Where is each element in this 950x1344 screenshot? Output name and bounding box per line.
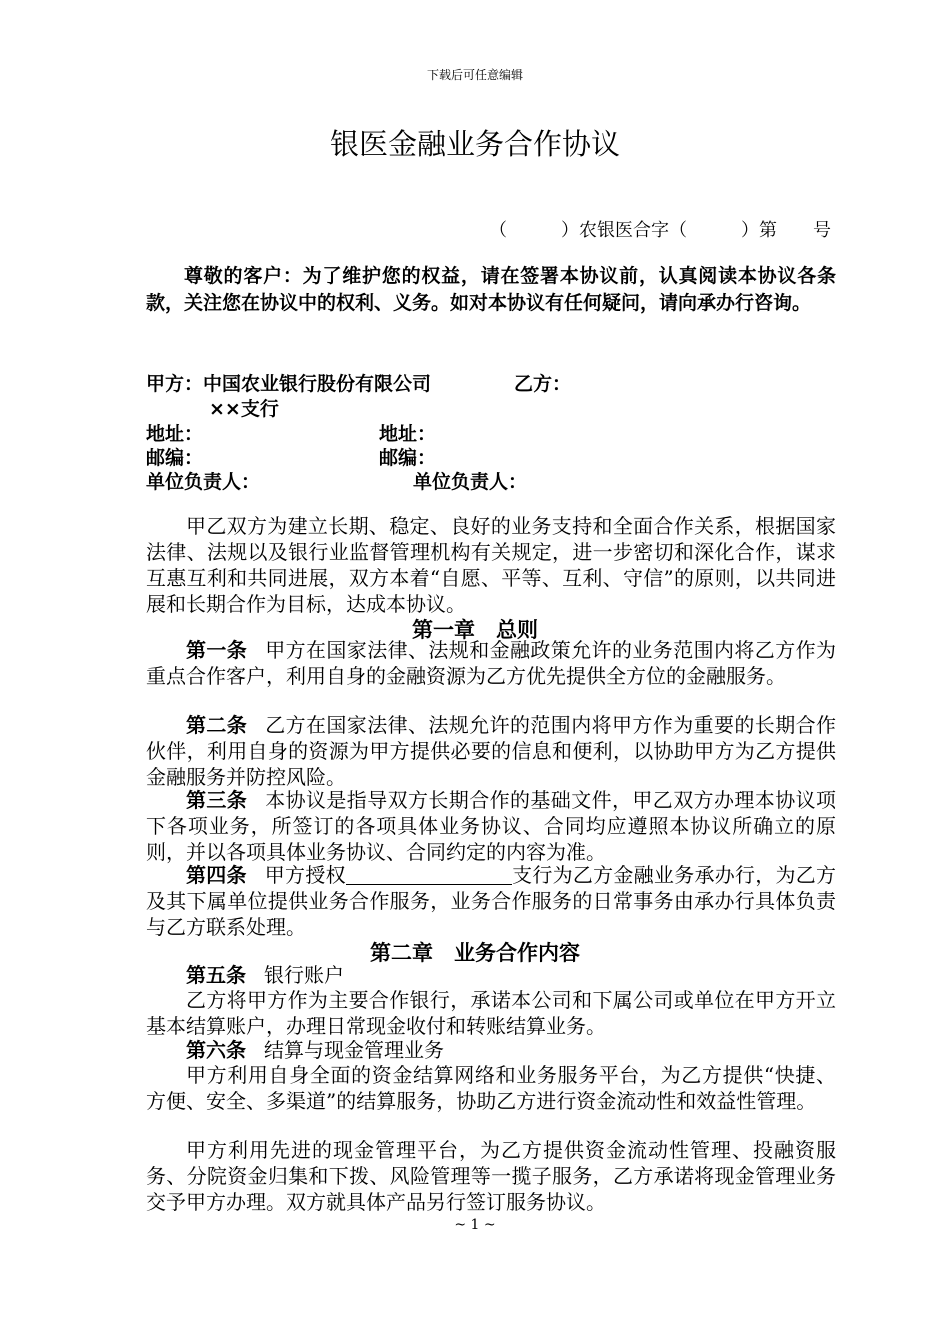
document-title: 银医金融业务合作协议	[329, 127, 620, 161]
page-number: ~ 1 ~	[454, 1217, 496, 1233]
article-5-label: 第五条	[186, 963, 246, 987]
article-2-text: 乙方在国家法律、法规允许的范围内将甲方作为重要的长期合作伙伴，利用自身的资源为甲方提供必要的信息和便利，以协助甲方为乙方提供金融服务并防控风险。	[146, 713, 837, 789]
article-5-heading	[146, 962, 836, 988]
article-3	[146, 787, 836, 865]
article-6-title: 结算与现金管理业务	[264, 1038, 444, 1062]
article-4	[146, 862, 836, 940]
party-b-postcode: 邮编：	[379, 447, 437, 469]
article-1	[146, 637, 836, 689]
customer-notice: 尊敬的客户：为了维护您的权益，请在签署本协议前，认真阅读本协议各条款，关注您在协议中的权利、义务。如对本协议有任何疑问，请向承办行咨询。	[146, 265, 836, 314]
article-6-paragraph-2: 甲方利用先进的现金管理平台，为乙方提供资金流动性管理、投融资服务、分院资金归集和下拨、风险管理等一揽子服务，乙方承诺将现金管理业务交予甲方办理。双方就具体产品另行签订服务协议。	[146, 1138, 836, 1214]
article-6-label: 第六条	[186, 1038, 246, 1062]
article-4-text-after: 支行为乙方金融业务承办行，为乙方及其下属单位提供业务合作服务，业务合作服务的日常事务由承办行具体负责与乙方联系处理。	[146, 863, 837, 939]
chapter-2-heading: 第二章 业务合作内容	[370, 941, 580, 965]
article-5-title: 银行账户	[264, 963, 344, 987]
header-note: 下载后可任意编辑	[426, 68, 523, 82]
article-2	[146, 712, 836, 790]
party-b-label: 乙方：	[514, 373, 572, 395]
article-4-text-before: 甲方授权	[264, 863, 346, 887]
party-a-principal: 单位负责人：	[146, 471, 261, 493]
party-a-name: 中国农业银行股份有限公司	[203, 373, 432, 395]
party-a-label: 甲方：	[146, 373, 204, 395]
article-2-label: 第二条	[186, 713, 248, 737]
branch-name-blank	[346, 864, 512, 885]
article-4-label: 第四条	[186, 863, 247, 887]
document-number: （ ）农银医合字（ ）第 号	[489, 220, 831, 241]
article-6-paragraph-1: 甲方利用自身全面的资金结算网络和业务服务平台，为乙方提供“快捷、方便、安全、多渠道”的结算服务，协助乙方进行资金流动性和效益性管理。	[146, 1063, 836, 1113]
chapter-1-heading: 第一章 总则	[412, 618, 538, 642]
party-a-line	[146, 369, 431, 396]
party-a-postcode: 邮编：	[146, 447, 204, 469]
article-1-label: 第一条	[186, 638, 248, 662]
article-1-text: 甲方在国家法律、法规和金融政策允许的业务范围内将乙方作为重点合作客户，利用自身的金融资源为乙方优先提供全方位的金融服务。	[146, 638, 837, 688]
preamble-paragraph: 甲乙双方为建立长期、稳定、良好的业务支持和全面合作关系，根据国家法律、法规以及银行业监督管理机构有关规定，进一步密切和深化合作，谋求互惠互利和共同进展，双方本着“自愿、平等、互利、守信”的原则，以共同进展和长期合作为目标，达成本协议。	[146, 514, 836, 616]
party-b-principal: 单位负责人：	[413, 471, 528, 493]
article-5-text: 乙方将甲方作为主要合作银行，承诺本公司和下属公司或单位在甲方开立基本结算账户，办理日常现金收付和转账结算业务。	[146, 988, 836, 1038]
article-6-heading	[146, 1037, 836, 1063]
party-b-address: 地址：	[379, 423, 437, 445]
party-a-address: 地址：	[146, 423, 204, 445]
article-3-text: 本协议是指导双方长期合作的基础文件，甲乙双方办理本协议项下各项业务，所签订的各项具体业务协议、合同均应遵照本协议所确立的原则，并以各项具体业务协议、合同约定的内容为准。	[146, 788, 837, 864]
party-a-branch: ××支行	[209, 398, 279, 420]
article-3-label: 第三条	[186, 788, 248, 812]
